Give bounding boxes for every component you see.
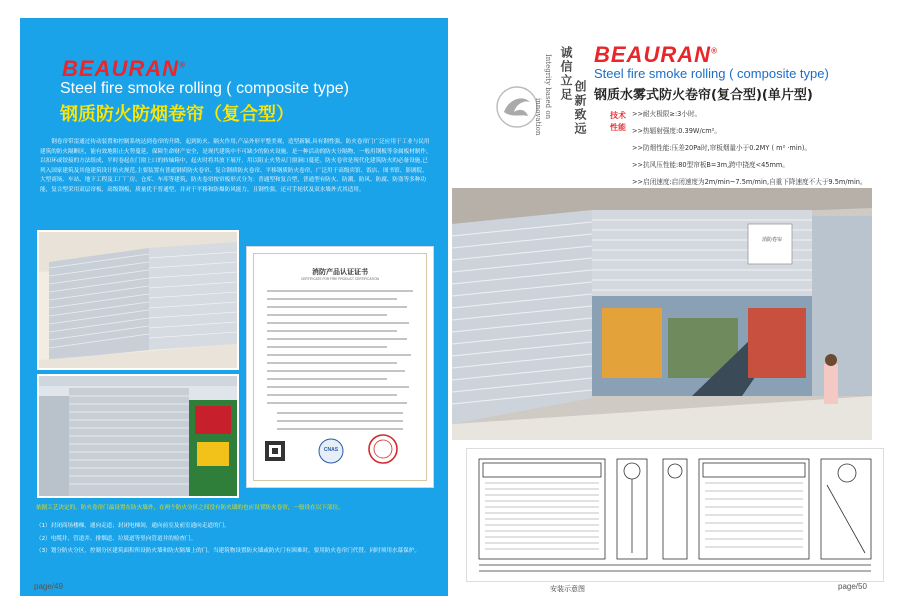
calligraphy-en-1: Integrity based on xyxy=(544,54,552,120)
calligraphy-col-2: 创新致远 xyxy=(573,80,587,136)
list-item: （3）划分防火分区，控制分区建筑面积所设防火墙和防火隔墙上的门。当建筑物设置防火墙或防火门有困难时，要用防火卷帘门代替，同时须用水幕保护。 xyxy=(36,548,420,554)
title-en: Steel fire smoke rolling ( composite type) xyxy=(60,80,349,97)
tech-label: 技术性能 xyxy=(610,111,626,132)
spec-item: >>启闭速度:启闭速度为2m/min~7.5m/min,自重下降速度不大于9.5m/min。 xyxy=(632,178,867,186)
left-page xyxy=(20,18,448,596)
spec-list xyxy=(632,106,867,191)
spec-item: >>抗风压性能:80型帘板B=3m,跨中挠度<45mm。 xyxy=(632,161,789,169)
photo-shutter-supermarket-image xyxy=(39,376,237,496)
page-number-right: page/50 xyxy=(838,582,867,591)
calligraphy-block xyxy=(488,40,587,170)
title-en: Steel fire smoke rolling ( composite type) xyxy=(594,66,829,81)
title-cn: 钢质水雾式防火卷帘(复合型)(单片型) xyxy=(594,88,813,103)
placement-note: 依据工艺决定的，防火卷帘门最设置在防火墙外，在两个防火分区之间没有防火墙的也应设置防火卷帘，一般设在以下部位。 xyxy=(36,505,344,511)
spec-item: >>防烟性能:压差20Pa时,帘板烟量小于0.2MY ( m² ·min)。 xyxy=(632,144,812,152)
placement-list xyxy=(36,522,436,554)
brand-logo: BEAURAN® xyxy=(594,42,718,67)
right-page xyxy=(460,18,885,596)
cnas-seal-text: CNAS xyxy=(323,447,339,453)
page-number-left: page/49 xyxy=(34,582,63,591)
photo-shutter-corridor xyxy=(37,230,239,370)
drawing-caption: 安装示意图 xyxy=(550,585,585,593)
photo-mall-shutter-image xyxy=(452,188,872,440)
certificate-image xyxy=(246,246,434,488)
certificate-title: 消防产品认证证书 xyxy=(312,268,368,276)
calligraphy-col-1: 诚信立足 xyxy=(559,46,573,102)
certificate-subtitle: CERTIFICATE FOR FIRE PRODUCT CERTIFICATION xyxy=(301,277,379,281)
spec-item: >>热辐射强度:0.39W/cm²。 xyxy=(632,127,721,135)
photo-mall-shutter xyxy=(452,188,872,440)
photo-shutter-corridor-image xyxy=(39,232,237,368)
photo-sign-text: 消防卷帘 xyxy=(761,237,782,243)
title-cn: 钢质防火防烟卷帘（复合型） xyxy=(60,104,294,125)
list-item: （2）电缆井、管道井、排烟道、垃圾道等竖向管道井的检查门。 xyxy=(36,535,197,542)
list-item: （1）封闭商场楼梯，通向走道；封闭电梯间，通向前室及前室通向走道的门。 xyxy=(36,523,230,529)
calligraphy-en-2: innovation xyxy=(534,98,542,136)
photo-shutter-supermarket xyxy=(37,374,239,498)
installation-drawings xyxy=(466,448,884,582)
spec-item: >>耐火极限≥:3小时。 xyxy=(632,110,702,118)
installation-diagram-svg xyxy=(467,449,883,581)
intro-paragraph: 钢卷帘带雷通过传动装置和控制系统达到卷帘的升降，起到防火、隔火作用,产品外形平整美观、造型新颖,具有钢性强、防火卷帘门广泛应用于工业与民用建筑的防火隔断区，能有效地阻止火势蔓延，保障生命财产安全，是现代建筑中不可缺少的防火设施。是一种活动的防火分隔物，一般用钢板等金属板材制作，以扣环或铰接的方法组成，平时卷起在门窗上口的转轴箱中，起火时将其放下展开，用以阻止火势从门窗洞口蔓延。防火卷帘是现代化建筑防火的必备设施,已列入国家建筑及其他建筑设计防火规范,主要装置有普通钢质防火卷帘、复合钢质防火卷帘、平移钢质防火卷帘，广泛用于高级宾馆、饭店、图书馆、影剧院、大型商场、车站、地下工程及工厂厂房、仓库、车库等建筑，防火卷帘按帘板形式分为：普通型和复合型，普通型有防火、防潮、防风、防腐、防盗等多种功能，复合型采用双层帘板、高级钢板，质量优于普通型，并对于平移和防爆防风能力，且钢性强，还可手轮状及双水墙外式其适用。 xyxy=(40,139,432,193)
brand-logo: BEAURAN® xyxy=(62,56,186,81)
